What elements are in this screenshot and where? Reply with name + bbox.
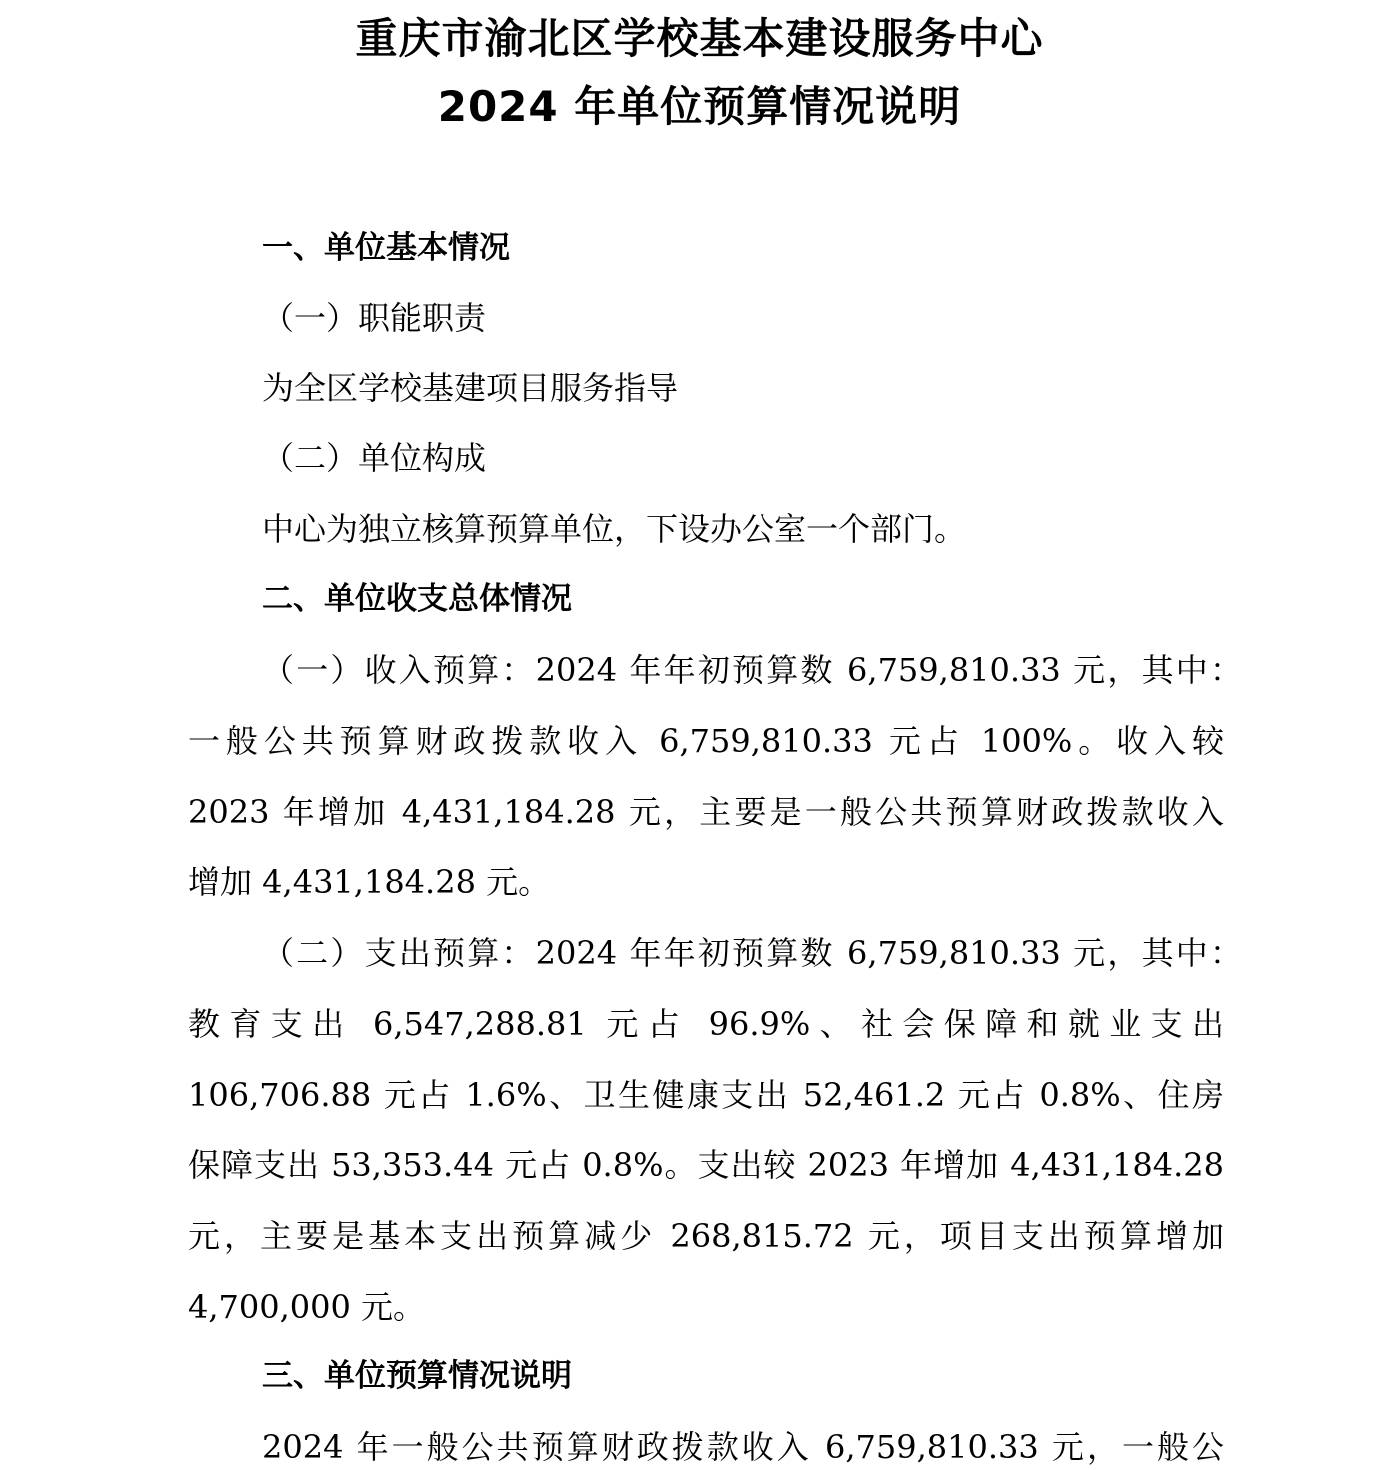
expense-line-6: 4,700,000 元。 — [188, 1288, 426, 1326]
section-1-sub2-text: 中心为独立核算预算单位，下设办公室一个部门。 — [262, 510, 967, 548]
expense-line-3: 106,706.88 元占 1.6%、卫生健康支出 52,461.2 元占 0.8%、住房 — [188, 1076, 1224, 1114]
section-3-text-line-1: 2024 年一般公共预算财政拨款收入 6,759,810.33 元，一般公 — [262, 1428, 1224, 1466]
section-1-sub1-heading: （一）职能职责 — [262, 299, 487, 337]
section-3-heading: 三、单位预算情况说明 — [262, 1358, 572, 1394]
income-line-4: 增加 4,431,184.28 元。 — [188, 863, 551, 901]
income-line-1: （一）收入预算：2024 年年初预算数 6,759,810.33 元，其中： — [262, 651, 1242, 689]
document-title-line1: 重庆市渝北区学校基本建设服务中心 — [355, 14, 1044, 63]
section-2-heading: 二、单位收支总体情况 — [262, 581, 572, 617]
expense-line-1: （二）支出预算：2024 年年初预算数 6,759,810.33 元，其中： — [262, 934, 1242, 972]
expense-line-2: 教育支出 6,547,288.81 元占 96.9%、社会保障和就业支出 — [188, 1005, 1224, 1043]
expense-line-4: 保障支出 53,353.44 元占 0.8%。支出较 2023 年增加 4,431,184.28 — [188, 1146, 1224, 1184]
section-1-sub1-text: 为全区学校基建项目服务指导 — [262, 369, 679, 407]
income-line-3: 2023 年增加 4,431,184.28 元，主要是一般公共预算财政拨款收入 — [188, 793, 1224, 831]
document-title-line2: 2024 年单位预算情况说明 — [437, 82, 962, 131]
section-1-sub2-heading: （二）单位构成 — [262, 439, 487, 477]
income-line-2: 一般公共预算财政拨款收入 6,759,810.33 元占 100%。收入较 — [188, 722, 1224, 760]
expense-line-5: 元，主要是基本支出预算减少 268,815.72 元，项目支出预算增加 — [188, 1217, 1224, 1255]
section-1-heading: 一、单位基本情况 — [262, 230, 510, 266]
